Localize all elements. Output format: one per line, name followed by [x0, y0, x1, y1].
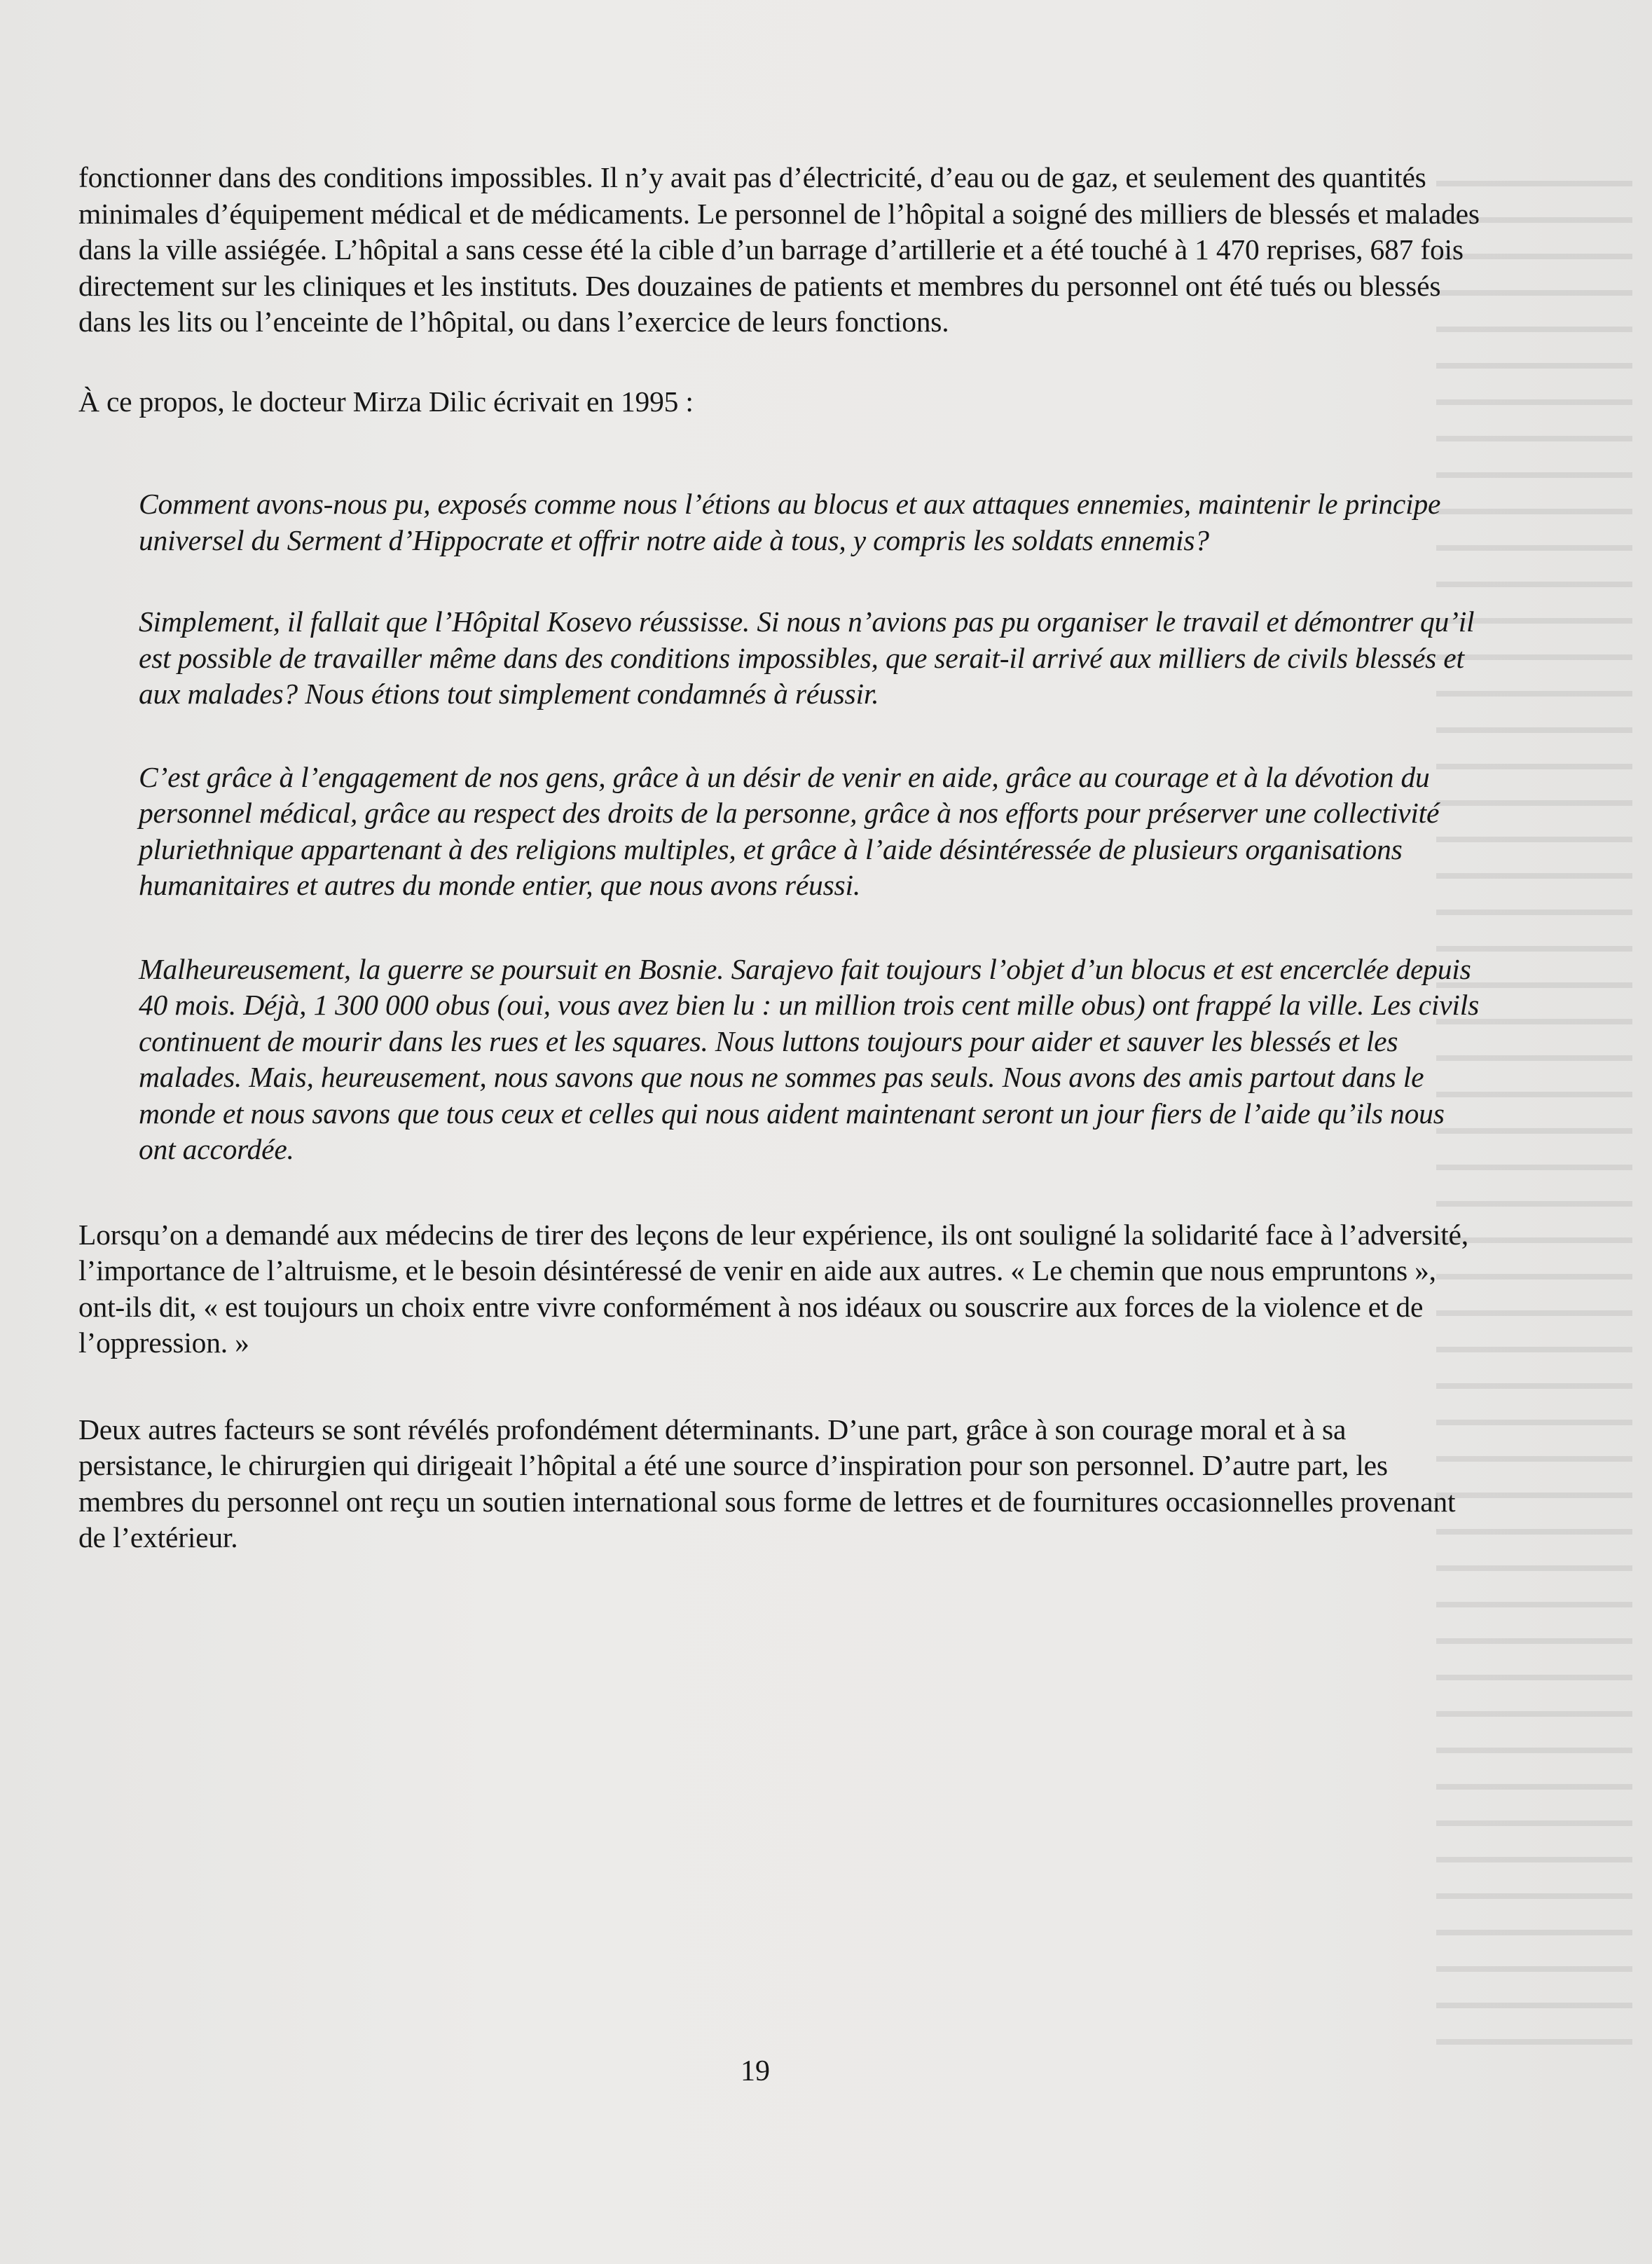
paragraph-factors: Deux autres facteurs se sont révélés profondément déterminants. D’une part, grâce à son courage moral et à sa persistance, le chirurgien qui dirigeait l’hôpital a été une source d’inspiration pour son personnel. D’autre part, les membres du personnel ont reçu un soutien international sous forme de lettres et de fournitures occasionnelles provenant de l’extérieur. [78, 1413, 1456, 1553]
paragraph-lessons: Lorsqu’on a demandé aux médecins de tirer des leçons de leur expérience, ils ont souligné la solidarité face à l’adversité, l’importance de l’altruisme, et le besoin désintéressé de venir en aide aux autres. « Le chemin que nous empruntons », ont-ils dit, « est toujours un choix entre vivre conformément à nos idéaux ou souscrire aux forces de la violence et de l’oppression. » [78, 1218, 1468, 1359]
page-number: 19 [741, 2055, 770, 2087]
quote-paragraph-kosevo: Simplement, il fallait que l’Hôpital Kosevo réussisse. Si nous n’avions pas pu organiser le travail et démontrer qu’il est possible de travailler même dans des conditions impossibles, que serait-il arrivé aux milliers de civils blessés et aux malades? Nous étions tout simplement condamnés à réussir. [139, 605, 1475, 710]
quote-paragraph-hippocrate: Comment avons-nous pu, exposés comme nous l’étions au blocus et aux attaques ennemies, maintenir le principe universel du Serment d’Hippocrate et offrir notre aide à tous, y compris les soldats ennemis? [139, 488, 1441, 556]
body-text [78, 160, 1487, 1556]
paragraph-quote-intro: À ce propos, le docteur Mirza Dilic écrivait en 1995 : [78, 385, 694, 418]
quote-paragraph-blocus: Malheureusement, la guerre se poursuit en Bosnie. Sarajevo fait toujours l’objet d’un blocus et est encerclée depuis 40 mois. Déjà, 1 300 000 obus (oui, vous avez bien lu : un million trois cent mille obus) ont frappé la ville. Les civils continuent de mourir dans les rues et les squares. Nous luttons toujours pour aider et sauver les blessés et les malades. Mais, heureusement, nous savons que nous ne sommes pas seuls. Nous avons des amis partout dans le monde et nous savons que tous ceux et celles qui nous aident maintenant seront un jour fiers de l’aide qu’ils nous ont accordée. [139, 952, 1480, 1165]
quote-paragraph-engagement: C’est grâce à l’engagement de nos gens, grâce à un désir de venir en aide, grâce au courage et à la dévotion du personnel médical, grâce au respect des droits de la personne, grâce à nos efforts pour préserver une collectivité pluriethnique appartenant à des religions multiples, et grâce à l’aide désintéressée de plusieurs organisations humanitaires et autres du monde entier, que nous avons réussi. [139, 760, 1440, 901]
paragraph-hospital-conditions: fonctionner dans des conditions impossibles. Il n’y avait pas d’électricité, d’eau ou de gaz, et seulement des quantités minimales d’équipement médical et de médicaments. Le personnel de l’hôpital a soigné des milliers de blessés et malades dans la ville assiégée. L’hôpital a sans cesse été la cible d’un barrage d’artillerie et a été touché à 1 470 reprises, 687 fois directement sur les cliniques et les instituts. Des douzaines de patients et membres du personnel ont été tués ou blessés dans les lits ou l’enceinte de l’hôpital, ou dans l’exercice de leurs fonctions. [78, 161, 1480, 338]
